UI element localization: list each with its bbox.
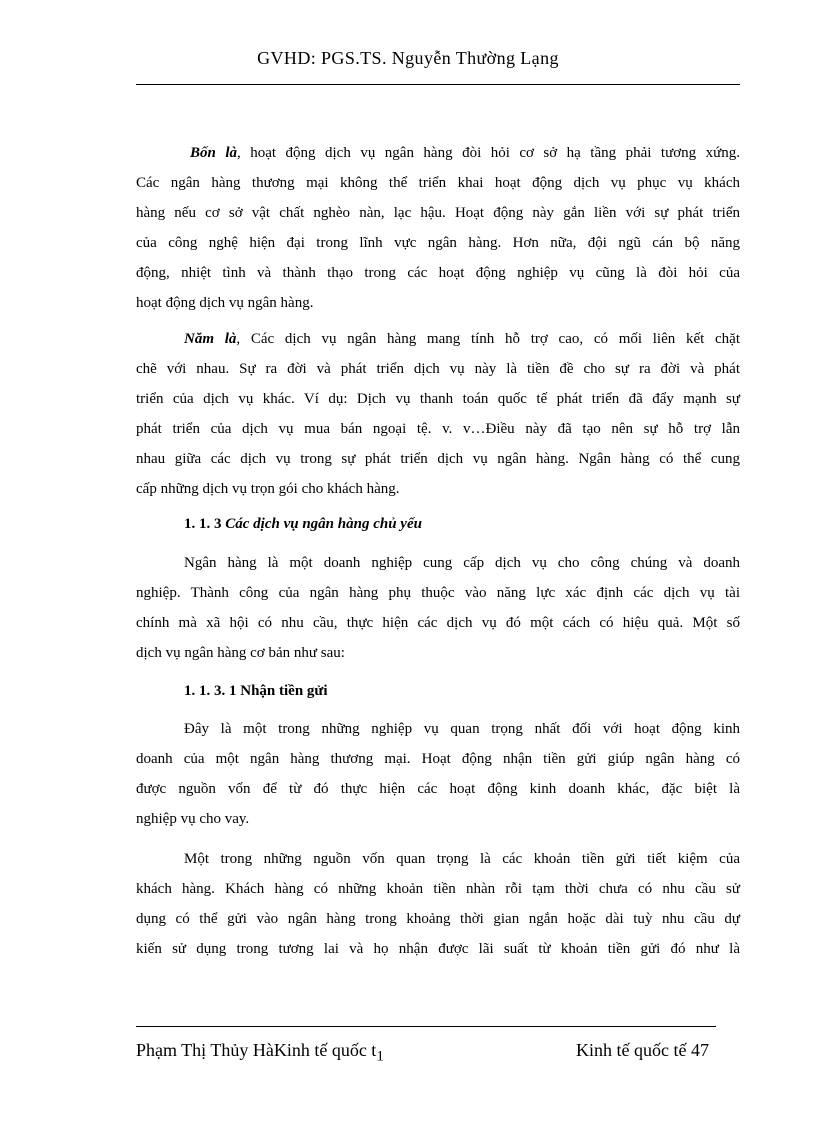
footer-rule [136,1026,716,1027]
paragraph-line: động, nhiệt tình và thành thạo trong các hoạt động nghiệp vụ cũng là đòi hỏi của [136,265,740,281]
paragraph-line: nghiệp. Thành công của ngân hàng phụ thuộc vào năng lực xác định các dịch vụ tài [136,585,740,601]
paragraph-intro-services [136,548,740,668]
paragraph-line: Đây là một trong những nghiệp vụ quan trọng nhất đối với hoạt động kinh [184,721,740,737]
paragraph-line: doanh của một ngân hàng thương mại. Hoạt động nhận tiền gửi giúp ngân hàng có [136,751,740,767]
paragraph-deposits [136,714,740,834]
paragraph-line: nhau giữa các dịch vụ trong sự phát triển dịch vụ ngân hàng. Ngân hàng có thể cung [136,451,740,467]
paragraph-line: chính mà xã hội có nhu cầu, thực hiện các dịch vụ đó một cách có hiệu quả. Một số [136,615,740,631]
paragraph-savings [136,844,740,964]
page-header: GVHD: PGS.TS. Nguyễn Thường Lạng [257,48,559,68]
paragraph-line: Năm là, Các dịch vụ ngân hàng mang tính hỗ trợ cao, có mối liên kết chặt [184,331,740,347]
paragraph-line: nghiệp vụ cho vay. [136,811,250,827]
paragraph-line: dịch vụ ngân hàng cơ bản như sau: [136,645,345,661]
paragraph-nam-la [136,324,740,504]
paragraph-line: phát triển của dịch vụ mua bán ngoại tệ. v. v…Điều này đã tạo nên sự hỗ trợ lẫn [136,421,740,437]
paragraph-line: kiến sử dụng trong tương lai và họ nhận được lãi suất từ khoản tiền gửi đó như là [136,941,740,957]
section-heading-1-1-3-1: 1. 1. 3. 1 Nhận tiền gửi [184,683,328,699]
footer-page-label: Kinh tế quốc tế 47 [576,1040,709,1060]
paragraph-line: của công nghệ hiện đại trong lĩnh vực ngân hàng. Hơn nữa, đội ngũ cán bộ năng [136,235,740,251]
paragraph-line: Các ngân hàng thương mại không thể triển khai hoạt động dịch vụ phục vụ khách [136,175,740,191]
paragraph-line: khách hàng. Khách hàng có những khoản tiền nhàn rỗi tạm thời chưa có nhu cầu sử [136,881,740,897]
header-rule [136,84,740,85]
footer-subscript: 1 [376,1048,384,1065]
heading-number: 1. 1. 3 [184,516,226,532]
paragraph-line: Ngân hàng là một doanh nghiệp cung cấp dịch vụ cho công chúng và doanh [184,555,740,571]
paragraph-line: chẽ với nhau. Sự ra đời và phát triển dịch vụ này là tiền đề cho sự ra đời và phát [136,361,740,377]
paragraph-line: Một trong những nguồn vốn quan trọng là các khoản tiền gửi tiết kiệm của [184,851,740,867]
paragraph-line: Bốn là, hoạt động dịch vụ ngân hàng đòi hỏi cơ sở hạ tầng phải tương xứng. [190,145,741,161]
paragraph-line: dụng có thể gửi vào ngân hàng trong khoảng thời gian ngắn hoặc dài tuỳ nhu cầu dự [136,911,740,927]
footer-author: Phạm Thị Thủy HàKinh tế quốc $t_1$ [136,1040,384,1065]
heading-title: Các dịch vụ ngân hàng chủ yếu [225,516,422,532]
paragraph-line: hoạt động dịch vụ ngân hàng. [136,295,314,311]
paragraph-bon-la [136,138,740,318]
paragraph-line: triển của dịch vụ khác. Ví dụ: Dịch vụ thanh toán quốc tế phát triển đã đẩy mạnh sự [136,391,740,407]
paragraph-line: được nguồn vốn để từ đó thực hiện các hoạt động kinh doanh khác, đặc biệt là [136,781,740,797]
paragraph-lead: Năm là [184,331,237,347]
section-heading-1-1-3 [184,516,422,533]
paragraph-line: hàng nếu cơ sở vật chất nghèo nàn, lạc hậu. Hoạt động này gắn liền với sự phát triển [136,205,740,221]
paragraph-lead: Bốn là [190,145,237,161]
paragraph-line: cấp những dịch vụ trọn gói cho khách hàng. [136,481,400,497]
